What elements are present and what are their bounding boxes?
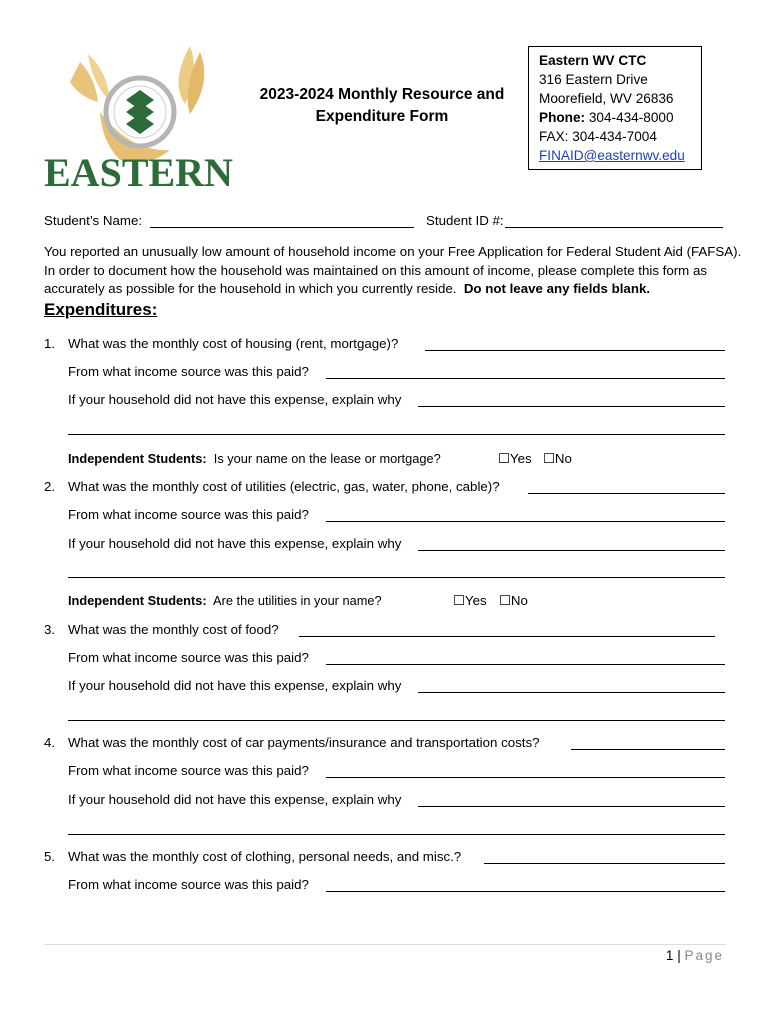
q5-source-field[interactable] [326,891,725,892]
q2-no-checkbox-icon[interactable]: ☐ [499,593,511,608]
q2-no-label: No [510,593,528,608]
student-name-label: Student’s Name: [44,213,143,228]
student-id-field[interactable] [505,227,723,228]
q3-explain-label: If your household did not have this expense, explain why [68,678,402,693]
q3-source-label: From what income source was this paid? [68,650,309,665]
q2-yes-label: Yes [464,593,487,608]
page-word: Page [684,948,724,963]
q2-independent-row [68,593,382,609]
q1-independent-question: Is your name on the lease or mortgage? [213,451,441,466]
q1-source-label: From what income source was this paid? [68,364,309,379]
intro-text: You reported an unusually low amount of household income on your Free Application for Federal Student Aid (FAFSA). In order to document how the household was maintained on this amount of income, please complete this form as accurately as possible for the household in which you currently reside. [44,244,742,296]
contact-name: Eastern WV CTC [539,53,647,68]
q2-explain-label: If your household did not have this expense, explain why [68,536,402,551]
q4-text: What was the monthly cost of car payments/insurance and transportation costs? [68,735,540,750]
q1-independent-row [68,451,441,467]
q1-explain-field[interactable] [418,406,725,407]
q5-source-label: From what income source was this paid? [68,877,309,892]
form-title [248,84,516,128]
q4-explain-field[interactable] [418,806,725,807]
contact-email-link[interactable]: FINAID@easternwv.edu [539,148,685,163]
q1-amount-field[interactable] [425,350,725,351]
q3-explain-field-2[interactable] [68,720,725,721]
contact-street: 316 Eastern Drive [539,72,648,87]
q1-text: What was the monthly cost of housing (rent, mortgage)? [68,336,399,351]
q2-source-field[interactable] [326,521,725,522]
q2-text: What was the monthly cost of utilities (electric, gas, water, phone, cable)? [68,479,500,494]
eagle-logo-icon [40,42,240,194]
contact-phone-row [539,108,701,127]
q4-explain-field-2[interactable] [68,834,725,835]
contact-box [528,46,702,170]
q2-independent-label: Independent Students: [68,593,207,608]
intro-paragraph [44,243,749,299]
q1-yes-label: Yes [509,451,532,466]
q5-amount-field[interactable] [484,863,725,864]
q5-number: 5. [44,849,56,864]
q1-no-option[interactable] [543,451,572,467]
q1-explain-label: If your household did not have this expense, explain why [68,392,402,407]
q3-source-field[interactable] [326,664,725,665]
form-title-line1: 2023-2024 Monthly Resource and [259,86,505,103]
contact-phone-label: Phone: [539,110,586,125]
q2-yes-checkbox-icon[interactable]: ☐ [453,593,465,608]
q2-source-label: From what income source was this paid? [68,507,309,522]
page-separator: | [677,948,681,963]
q4-amount-field[interactable] [571,749,725,750]
q4-explain-label: If your household did not have this expense, explain why [68,792,402,807]
q1-source-field[interactable] [326,378,725,379]
page-footer [610,948,724,963]
q3-text: What was the monthly cost of food? [68,622,279,637]
q2-amount-field[interactable] [528,493,725,494]
student-id-label: Student ID #: [426,213,504,228]
q3-amount-field[interactable] [299,636,715,637]
q5-text: What was the monthly cost of clothing, personal needs, and misc.? [68,849,462,864]
q1-no-label: No [554,451,572,466]
footer-divider [44,944,726,945]
q4-source-field[interactable] [326,777,725,778]
form-title-line2: Expenditure Form [315,108,449,125]
expenditures-heading: Expenditures: [44,300,158,319]
q1-yes-option[interactable] [498,451,532,467]
logo-wordmark: EASTERN [44,150,233,194]
q2-independent-question: Are the utilities in your name? [213,593,382,608]
page-number: 1 [665,948,674,963]
student-name-field[interactable] [150,227,414,228]
q3-explain-field[interactable] [418,692,725,693]
contact-phone: 304-434-8000 [588,110,674,125]
intro-bold-text: Do not leave any fields blank. [463,281,651,296]
q2-explain-field[interactable] [418,550,725,551]
eastern-logo [40,42,240,194]
q2-yes-option[interactable] [453,593,487,609]
contact-city: Moorefield, WV 26836 [539,91,674,106]
q3-number: 3. [44,622,56,637]
q1-yes-checkbox-icon[interactable]: ☐ [498,451,510,466]
q1-explain-field-2[interactable] [68,434,725,435]
q1-independent-label: Independent Students: [68,451,207,466]
q4-source-label: From what income source was this paid? [68,763,309,778]
q2-no-option[interactable] [499,593,528,609]
q1-number: 1. [44,336,56,351]
q2-explain-field-2[interactable] [68,577,725,578]
q4-number: 4. [44,735,56,750]
contact-fax: FAX: 304-434-7004 [539,129,657,144]
q2-number: 2. [44,479,56,494]
q1-no-checkbox-icon[interactable]: ☐ [543,451,555,466]
